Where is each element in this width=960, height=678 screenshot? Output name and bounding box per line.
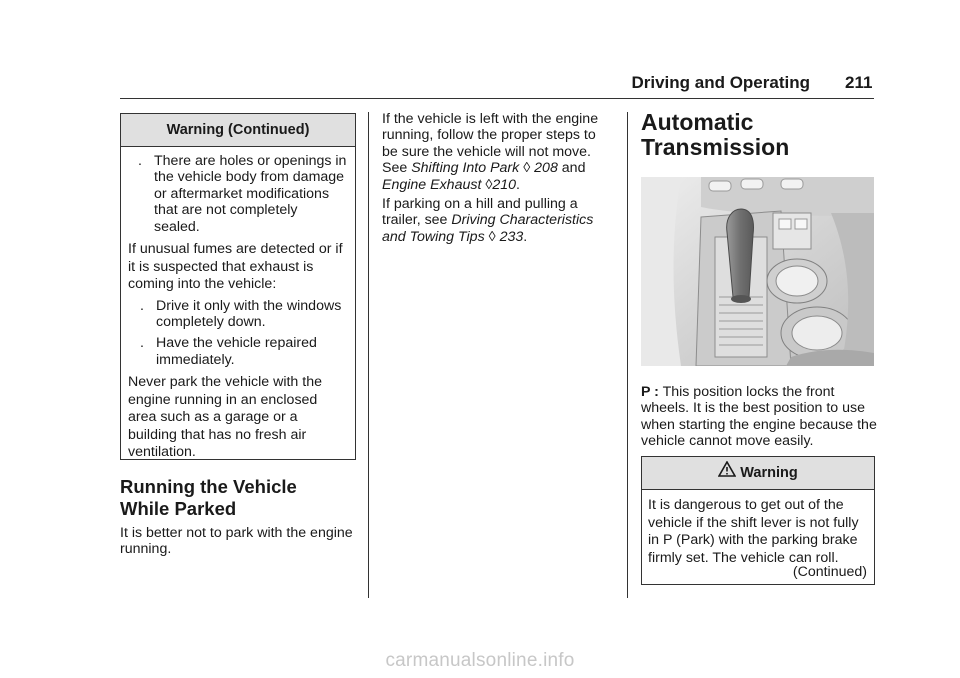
running-body-text: It is better not to park with the engine running. — [120, 525, 353, 558]
paragraph-text: and — [561, 160, 586, 177]
warning-icon — [718, 457, 736, 489]
reference-page[interactable]: 233 — [499, 228, 524, 245]
warning-paragraph: Never park the vehicle with the engine running in an enclosed area such as a garage or a building that has no fresh air ventilation. — [128, 374, 322, 461]
warning-heading: Warning (Continued) — [121, 114, 355, 147]
bullet-dot: . — [140, 335, 144, 352]
warning-box-park — [641, 456, 875, 585]
heading-line: Automatic — [641, 109, 754, 135]
cross-reference-link[interactable]: Engine Exhaust — [382, 176, 482, 193]
park-position-description — [641, 384, 877, 450]
reference-page[interactable]: 208 — [534, 160, 558, 177]
section-heading-running — [120, 476, 297, 520]
warning-heading-text: Warning — [740, 465, 798, 481]
heading-line: While Parked — [120, 498, 237, 519]
running-header-title: Driving and Operating — [631, 73, 810, 92]
heading-line: Transmission — [641, 134, 790, 160]
reference-symbol: ◊ — [523, 160, 531, 177]
bullet-text: Have the vehicle repaired immediately. — [156, 335, 317, 368]
bullet-text: There are holes or openings in the vehicle body from damage or aftermarket modifications that are not completely sealed. — [154, 153, 347, 235]
shifter-console-drawing — [641, 177, 874, 366]
trailer-paragraph: If parking on a hill and pulling a trailer, see Driving Characteristics and Towing Tips ◊ 233. — [382, 196, 594, 245]
watermark: carmanualsonline.info — [385, 650, 575, 671]
warning-triangle-icon — [718, 461, 736, 477]
cross-reference-link[interactable]: Driving Characteristics and Towing Tips — [382, 212, 594, 245]
paragraph-text: If parking on a hill and pulling a trailer, see — [382, 196, 578, 229]
warning-bullet-item — [132, 335, 347, 368]
warning-heading — [642, 457, 874, 490]
gear-shifter-illustration — [641, 177, 874, 366]
cross-reference-link[interactable]: Shifting Into Park — [411, 160, 520, 177]
warning-box-continued — [120, 113, 356, 460]
paragraph-text: If the vehicle is left with the engine running, follow the proper steps to be sure the vehicle will not move. See — [382, 111, 599, 177]
warning-paragraph: If unusual fumes are detected or if it is suspected that exhaust is coming into the vehicle: — [128, 241, 343, 293]
bullet-dot: . — [138, 153, 142, 169]
column-divider-left — [368, 112, 369, 598]
column-divider-right — [627, 112, 628, 598]
park-label: P : — [641, 384, 659, 400]
bullet-dot: . — [140, 297, 144, 314]
warning-body-text: It is dangerous to get out of the vehicle if the shift lever is not fully in P (Park) with the parking brake firmly set. The vehicle can roll. — [648, 497, 859, 566]
reference-page[interactable]: 210 — [492, 176, 517, 193]
bullet-text: Drive it only with the windows completely down. — [156, 297, 342, 330]
heading-line: Running the Vehicle — [120, 476, 297, 497]
paragraph-text: This position locks the front wheels. It is the best position to use when starting the engine because the vehicle cannot move easily. — [641, 384, 877, 450]
warning-bullet-item — [130, 153, 347, 235]
reference-symbol: ◊ — [488, 228, 496, 245]
reference-symbol: ◊ — [485, 176, 493, 193]
section-heading-automatic-transmission — [641, 110, 789, 160]
header-rule — [120, 98, 874, 99]
parking-paragraph: If the vehicle is left with the engine running, follow the proper steps to be sure the vehicle will not move. See Shifting Into Park ◊ 208 and Engine Exhaust ◊210. — [382, 111, 599, 193]
warning-bullet-item — [132, 298, 347, 331]
continued-marker: (Continued) — [792, 563, 867, 580]
page-number: 211 — [845, 73, 873, 92]
